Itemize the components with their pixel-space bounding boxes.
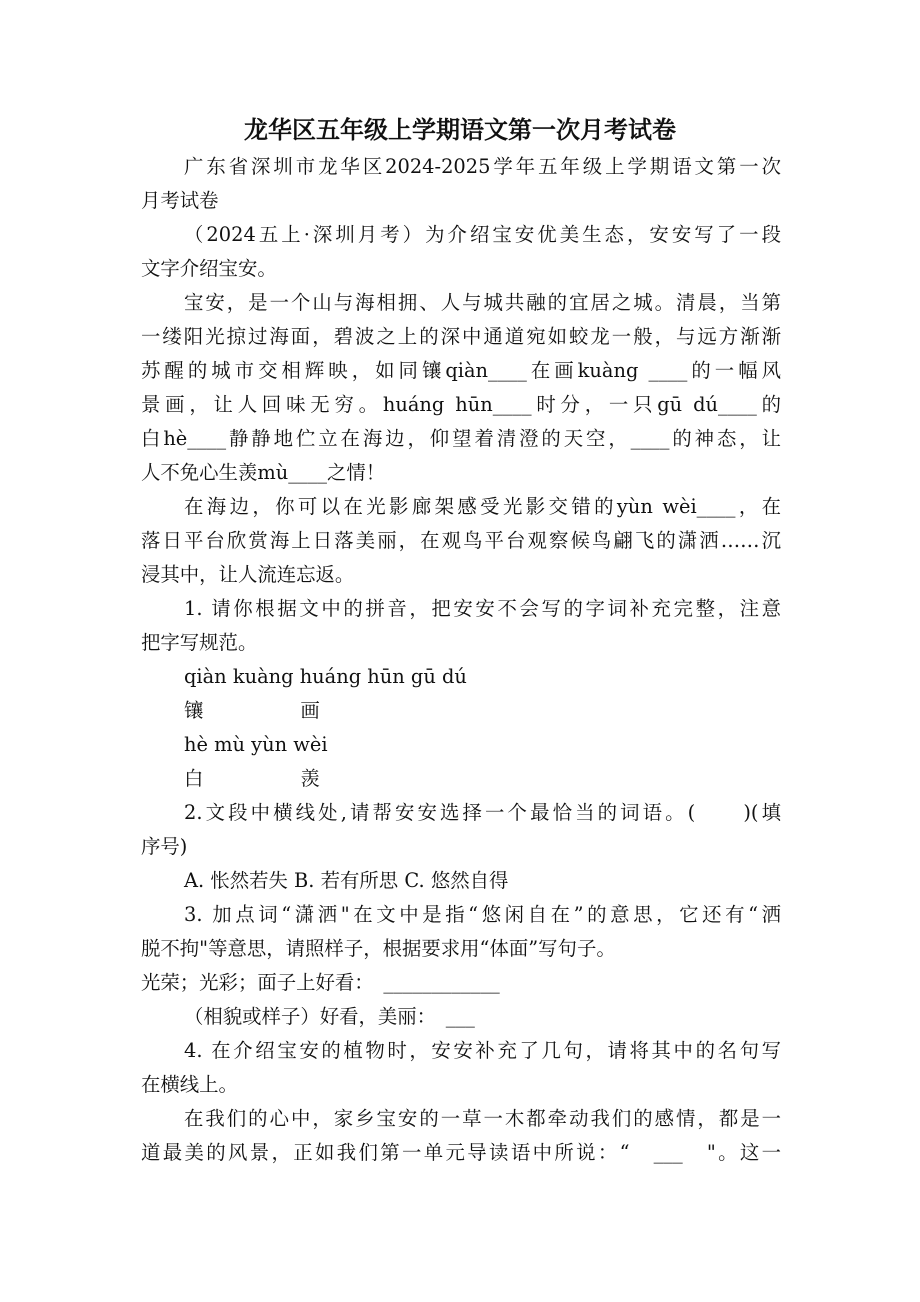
page-title: 龙华区五年级上学期语文第一次月考试卷: [244, 116, 676, 144]
text-line: 景画，让人回味无穷。huáng hūn____时分，一只gū dú____的: [141, 393, 781, 416]
text-line: 苏醒的城市交相辉映，如同镶qiàn____在画kuàng ____的一幅风: [141, 359, 781, 382]
text-line: 落日平台欣赏海上日落美丽，在观鸟平台观察候鸟翩飞的潇洒……沉: [141, 529, 781, 552]
text-line: 白hè____静静地伫立在海边，仰望着清澄的天空，____的神态，让: [141, 427, 781, 450]
text-line: 脱不拘"等意思，请照样子，根据要求用“体面”写句子。: [141, 937, 616, 960]
text-line: 在海边，你可以在光影廊架感受光影交错的yùn wèi____，在: [184, 495, 781, 518]
pinyin-row: hè mù yùn wèi: [184, 733, 328, 756]
text-line: 一缕阳光掠过海面，碧波之上的深中通道宛如蛟龙一般，与远方渐渐: [141, 325, 781, 348]
pinyin-row: qiàn kuàng huáng hūn gū dú: [184, 665, 467, 688]
text-line: 在横线上。: [141, 1073, 238, 1096]
text-line: 道最美的风景，正如我们第一单元导读语中所说：“ ___ "。这一: [141, 1141, 781, 1164]
text-line: （2024五上·深圳月考）为介绍宝安优美生态，安安写了一段: [184, 223, 781, 246]
text-line: 广东省深圳市龙华区2024-2025学年五年级上学期语文第一次: [184, 155, 781, 178]
answer-options: A. 怅然若失 B. 若有所思 C. 悠然自得: [184, 869, 509, 892]
question-3: 3. 加点词“潇洒"在文中是指“悠闲自在”的意思，它还有“洒: [184, 903, 781, 926]
text-line: 月考试卷: [141, 189, 219, 212]
text-line: 在我们的心中，家乡宝安的一草一木都牵动我们的感情，都是一: [184, 1107, 781, 1130]
text-line: 把字写规范。: [141, 631, 258, 654]
text-line: 宝安，是一个山与海相拥、人与城共融的宜居之城。清晨，当第: [184, 291, 781, 314]
text-line: 浸其中，让人流连忘返。: [141, 563, 355, 586]
question-1: 1. 请你根据文中的拼音，把安安不会写的字词补充完整，注意: [184, 597, 781, 620]
text-line: 人不免心生羡mù____之情！: [141, 461, 386, 484]
fill-line: 光荣；光彩；面子上好看： ____________: [141, 971, 500, 994]
question-2: 2.文段中横线处,请帮安安选择一个最恰当的词语。( )(填: [184, 801, 781, 824]
text-line: 文字介绍宝安。: [141, 257, 277, 280]
fill-line: （相貌或样子）好看，美丽： ___: [184, 1005, 475, 1028]
answer-row: 白 羡: [184, 767, 320, 790]
text-line: 序号): [141, 835, 188, 858]
question-4: 4. 在介绍宝安的植物时，安安补充了几句，请将其中的名句写: [184, 1039, 781, 1062]
answer-row: 镶 画: [184, 699, 320, 722]
